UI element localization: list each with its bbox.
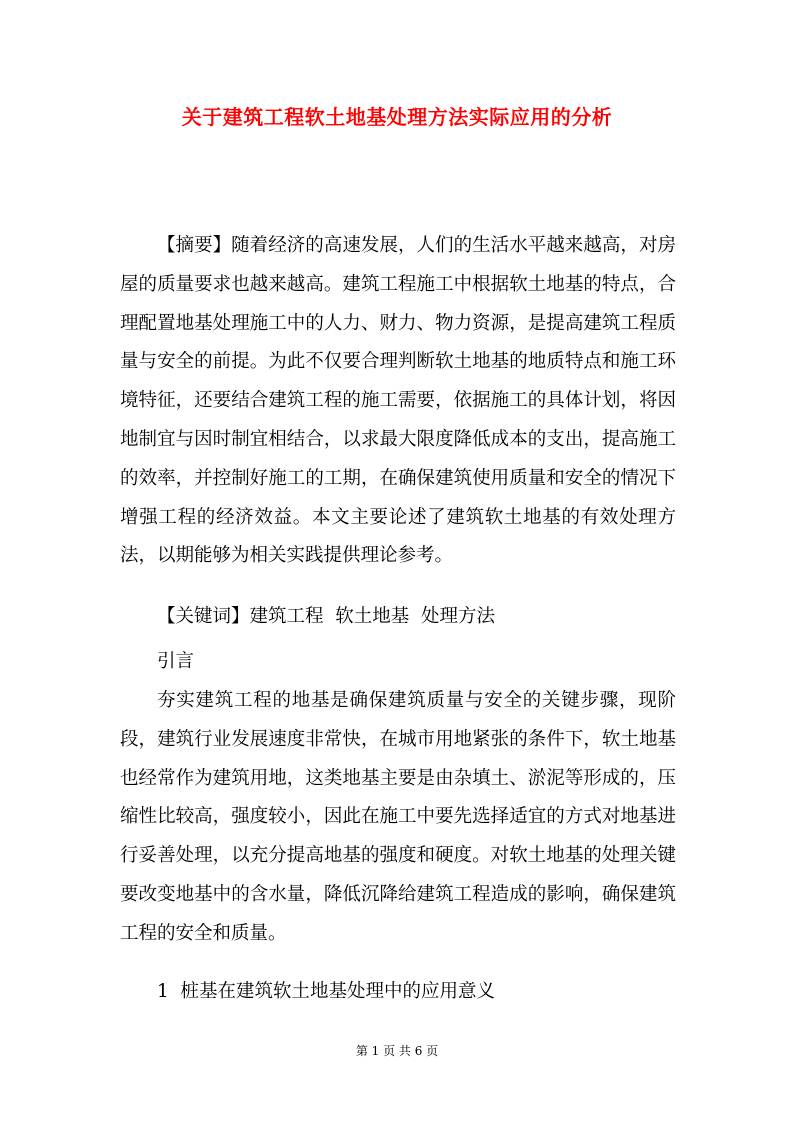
abstract-paragraph [120, 227, 676, 576]
document-title: 关于建筑工程软土地基处理方法实际应用的分析 [181, 105, 613, 129]
keywords-text: 【关键词】建筑工程 软土地基 处理方法 [157, 606, 496, 627]
intro-heading-text: 引言 [157, 651, 195, 672]
intro-text: 夯实建筑工程的地基是确保建筑质量与安全的关键步骤，现阶段，建筑行业发展速度非常快，在城市用地紧张的条件下，软土地基也经常作为建筑用地，这类地基主要是由杂填土、淤泥等形成的，压缩性比较高，强度较小，因此在施工中要先选择适宜的方式对地基进行妥善处理，以充分提高地基的强度和硬度。对软土地基的处理关键要改变地基中的含水量，降低沉降给建筑工程造成的影响，确保建筑工程的安全和质量。 [120, 690, 676, 944]
abstract-text: 【摘要】随着经济的高速发展，人们的生活水平越来越高，对房屋的质量要求也越来越高。建筑工程施工中根据软土地基的特点，合理配置地基处理施工中的人力、财力、物力资源，是提高建筑工程质量与安全的前提。为此不仅要合理判断软土地基的地质特点和施工环境特征，还要结合建筑工程的施工需要，依据施工的具体计划，将因地制宜与因时制宜相结合，以求最大限度降低成本的支出，提高施工的效率，并控制好施工的工期，在确保建筑使用质量和安全的情况下增强工程的经济效益。本文主要论述了建筑软土地基的有效处理方法，以期能够为相关实践提供理论参考。 [120, 235, 676, 567]
section-heading-1 [120, 973, 676, 1012]
page-footer [0, 1043, 794, 1059]
section-heading-1-text: 1 桩基在建筑软土地基处理中的应用意义 [157, 981, 496, 1002]
keywords-paragraph [120, 598, 676, 637]
page-number-label: 第 1 页 共 6 页 [355, 1044, 439, 1058]
intro-paragraph [120, 682, 676, 954]
intro-heading [120, 643, 676, 682]
